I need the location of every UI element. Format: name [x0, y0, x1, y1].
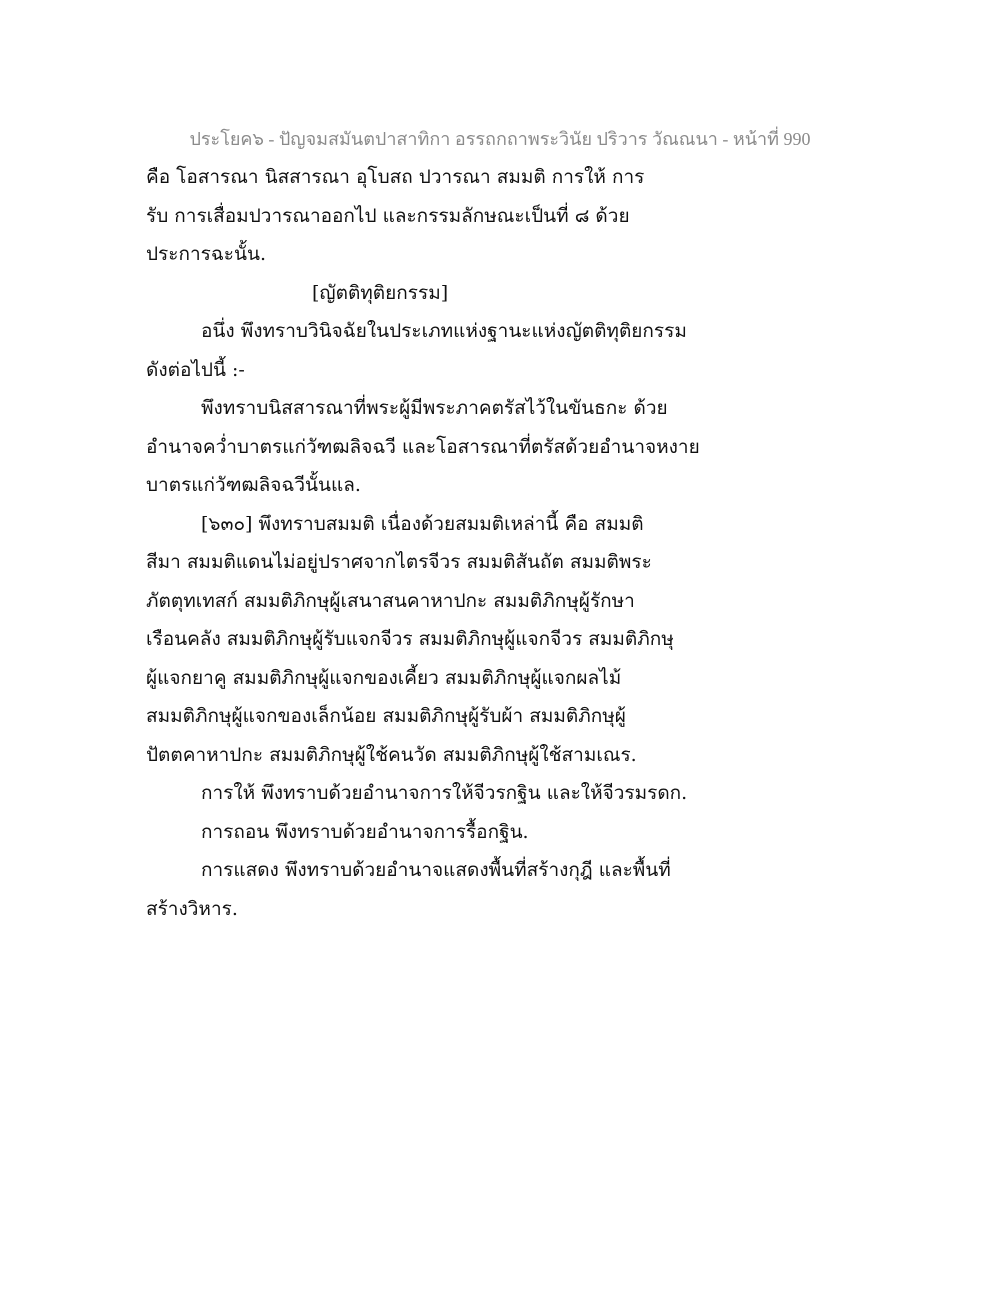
text-line: สมมติภิกษุผู้แจกของเล็กน้อย สมมติภิกษุผู้รับผ้า สมมติภิกษุผู้ — [146, 705, 626, 727]
text-line: คือ โอสารณา นิสสารณา อุโบสถ ปวารณา สมมติ การให้ การ — [146, 166, 645, 188]
text-line: บาตรแก่วัฑฒลิจฉวีนั้นแล. — [146, 474, 361, 496]
text-line: การแสดง พึงทราบด้วยอำนาจแสดงพื้นที่สร้างกุฎี และพื้นที่ — [201, 859, 671, 881]
text-line: ดังต่อไปนี้ :- — [146, 358, 245, 381]
text-line: สร้างวิหาร. — [146, 897, 238, 920]
body-text — [146, 158, 706, 928]
running-head: ประโยค๖ - ปัญจมสมันตปาสาทิกา อรรถกถาพระวินัย ปริวาร วัณณนา - หน้าที่ 990 — [189, 129, 811, 149]
text-line: เรือนคลัง สมมติภิกษุผู้รับแจกจีวร สมมติภิกษุผู้แจกจีวร สมมติภิกษุ — [146, 628, 674, 650]
text-line: การให้ พึงทราบด้วยอำนาจการให้จีวรกฐิน และให้จีวรมรดก. — [201, 782, 688, 804]
text-line: สีมา สมมติแดนไม่อยู่ปราศจากไตรจีวร สมมติสันถัต สมมติพระ — [146, 551, 652, 573]
text-line: ผู้แจกยาคู สมมติภิกษุผู้แจกของเคี้ยว สมมติภิกษุผู้แจกผลไม้ — [146, 666, 622, 689]
text-line: อนึ่ง พึงทราบวินิจฉัยในประเภทแห่งฐานะแห่งญัตติทุติยกรรม — [201, 320, 687, 342]
section-heading: [ญัตติทุติยกรรม] — [312, 281, 449, 304]
text-line: [๖๓๐] พึงทราบสมมติ เนื่องด้วยสมมติเหล่านี้ คือ สมมติ — [201, 512, 644, 535]
text-line: ภัตตุทเทสก์ สมมติภิกษุผู้เสนาสนคาหาปกะ สมมติภิกษุผู้รักษา — [146, 589, 635, 612]
text-line: รับ การเสื่อมปวารณาออกไป และกรรมลักษณะเป็นที่ ๘ ด้วย — [146, 204, 630, 227]
text-line: อำนาจคว่ำบาตรแก่วัฑฒลิจฉวี และโอสารณาที่ตรัสด้วยอำนาจหงาย — [146, 435, 700, 458]
text-line: ประการฉะนั้น. — [146, 243, 267, 265]
text-line: ปัตตคาหาปกะ สมมติภิกษุผู้ใช้คนวัด สมมติภิกษุผู้ใช้สามเณร. — [146, 743, 637, 766]
text-line: พึงทราบนิสสารณาที่พระผู้มีพระภาคตรัสไว้ในขันธกะ ด้วย — [201, 397, 668, 419]
text-line: การถอน พึงทราบด้วยอำนาจการรื้อกฐิน. — [201, 820, 529, 843]
